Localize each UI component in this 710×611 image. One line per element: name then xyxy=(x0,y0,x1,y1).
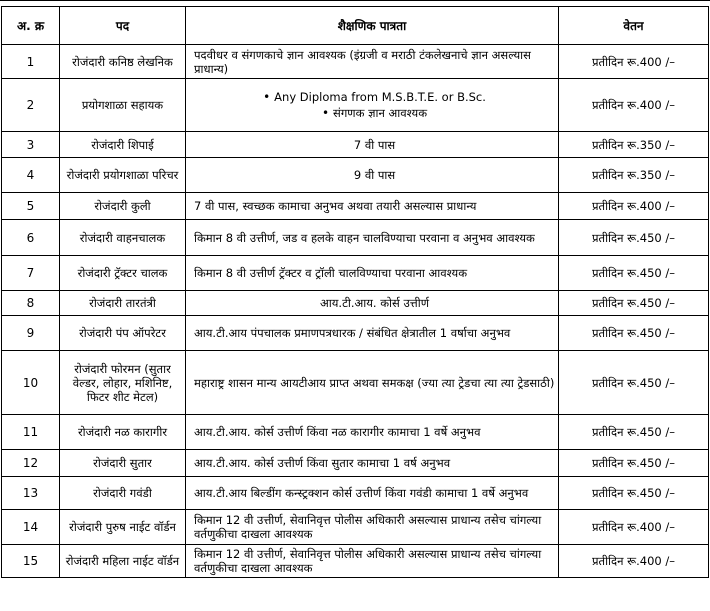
cell-salary: प्रतीदिन रू.450 /– xyxy=(559,220,709,256)
cell-qualification: महाराष्ट्र शासन मान्य आयटीआय प्राप्त अथवा समकक्ष (ज्या त्या ट्रेडचा त्या त्या ट्रेडसाठी) xyxy=(186,351,559,415)
table-row xyxy=(2,158,709,193)
qualification-bullet xyxy=(194,106,555,120)
cell-salary: प्रतीदिन रू.400 /– xyxy=(559,193,709,220)
table-row xyxy=(2,477,709,510)
table-row xyxy=(2,450,709,477)
cell-salary: प्रतीदिन रू.450 /– xyxy=(559,316,709,351)
cell-post: रोजंदारी पुरुष नाईट वॉर्डन xyxy=(60,510,186,545)
cell-salary: प्रतीदिन रू.400 /– xyxy=(559,510,709,545)
cell-qualification xyxy=(186,79,559,132)
cell-salary: प्रतीदिन रू.450 /– xyxy=(559,256,709,291)
cell-salary: प्रतीदिन रू.400 /– xyxy=(559,545,709,578)
table-row xyxy=(2,316,709,351)
table-body xyxy=(2,45,709,578)
bullet-text: Any Diploma from M.S.B.T.E. or B.Sc. xyxy=(274,90,486,104)
cell-salary: प्रतीदिन रू.450 /– xyxy=(559,351,709,415)
table-row xyxy=(2,291,709,316)
cell-post: रोजंदारी तारतंत्री xyxy=(60,291,186,316)
header-post: पद xyxy=(60,7,186,45)
cell-sr-no: 10 xyxy=(2,351,60,415)
cell-sr-no: 6 xyxy=(2,220,60,256)
bullet-icon: • xyxy=(321,106,330,120)
cell-salary: प्रतीदिन रू.400 /– xyxy=(559,45,709,79)
cell-qualification: किमान 8 वी उत्तीर्ण ट्रॅक्टर व ट्रॉली चालविण्याचा परवाना आवश्यक xyxy=(186,256,559,291)
cell-salary: प्रतीदिन रू.450 /– xyxy=(559,450,709,477)
cell-qualification: किमान 12 वी उत्तीर्ण, सेवानिवृत्त पोलीस अधिकारी असल्यास प्राधान्य तसेच चांगल्या वर्तणुकीचा दाखला आवश्यक xyxy=(186,510,559,545)
cell-post: रोजंदारी सुतार xyxy=(60,450,186,477)
cell-sr-no: 1 xyxy=(2,45,60,79)
cell-sr-no: 9 xyxy=(2,316,60,351)
table-row xyxy=(2,193,709,220)
bullet-icon: • xyxy=(263,90,271,104)
cell-qualification: पदवीधर व संगणकाचे ज्ञान आवश्यक (इंग्रजी व मराठी टंकलेखनाचे ज्ञान असल्यास प्राधान्य) xyxy=(186,45,559,79)
table-header-row xyxy=(2,7,709,45)
cell-post: रोजंदारी वाहनचालक xyxy=(60,220,186,256)
recruitment-table xyxy=(1,6,709,578)
cell-salary: प्रतीदिन रू.350 /– xyxy=(559,158,709,193)
cell-sr-no: 13 xyxy=(2,477,60,510)
cell-qualification: 9 वी पास xyxy=(186,158,559,193)
cell-qualification: आय.टी.आय बिल्डींग कन्स्ट्रक्शन कोर्स उत्तीर्ण किंवा गवंडी कामाचा 1 वर्षे अनुभव xyxy=(186,477,559,510)
cell-post: रोजंदारी प्रयोगशाळा परिचर xyxy=(60,158,186,193)
table-row xyxy=(2,415,709,450)
table-row xyxy=(2,510,709,545)
table-row xyxy=(2,256,709,291)
cell-sr-no: 2 xyxy=(2,79,60,132)
cell-post: रोजंदारी महिला नाईट वॉर्डन xyxy=(60,545,186,578)
table-row xyxy=(2,132,709,158)
cell-sr-no: 11 xyxy=(2,415,60,450)
cell-qualification: आय.टी.आय पंपचालक प्रमाणपत्रधारक / संबंधित क्षेत्रातील 1 वर्षाचा अनुभव xyxy=(186,316,559,351)
cell-post: रोजंदारी ट्रॅक्टर चालक xyxy=(60,256,186,291)
cell-post: रोजंदारी फोरमन (सुतार वेल्डर, लोहार, मशिनिष्ट, फिटर शीट मेटल) xyxy=(60,351,186,415)
cell-post: रोजंदारी कुली xyxy=(60,193,186,220)
cell-post: रोजंदारी गवंडी xyxy=(60,477,186,510)
cell-qualification: आय.टी.आय. कोर्स उत्तीर्ण किंवा नळ कारागीर कामाचा 1 वर्षे अनुभव xyxy=(186,415,559,450)
header-salary: वेतन xyxy=(559,7,709,45)
cell-qualification: आय.टी.आय. कोर्स उत्तीर्ण xyxy=(186,291,559,316)
qualification-bullet xyxy=(194,90,555,104)
cell-salary: प्रतीदिन रू.400 /– xyxy=(559,79,709,132)
top-rule xyxy=(0,0,710,1)
cell-salary: प्रतीदिन रू.450 /– xyxy=(559,415,709,450)
cell-qualification: किमान 12 वी उत्तीर्ण, सेवानिवृत्त पोलीस अधिकारी असल्यास प्राधान्य तसेच चांगल्या वर्तणुकीचा दाखला आवश्यक xyxy=(186,545,559,578)
cell-qualification: किमान 8 वी उत्तीर्ण, जड व हलके वाहन चालविण्याचा परवाना व अनुभव आवश्यक xyxy=(186,220,559,256)
cell-sr-no: 15 xyxy=(2,545,60,578)
table-row xyxy=(2,545,709,578)
table-row xyxy=(2,220,709,256)
table-row xyxy=(2,79,709,132)
header-qualification: शैक्षणिक पात्रता xyxy=(186,7,559,45)
cell-post: रोजंदारी नळ कारागीर xyxy=(60,415,186,450)
cell-salary: प्रतीदिन रू.450 /– xyxy=(559,291,709,316)
cell-salary: प्रतीदिन रू.350 /– xyxy=(559,132,709,158)
cell-qualification: आय.टी.आय. कोर्स उत्तीर्ण किंवा सुतार कामाचा 1 वर्ष अनुभव xyxy=(186,450,559,477)
cell-post: रोजंदारी शिपाई xyxy=(60,132,186,158)
cell-sr-no: 5 xyxy=(2,193,60,220)
bullet-text: संगणक ज्ञान आवश्यक xyxy=(333,106,428,120)
cell-sr-no: 14 xyxy=(2,510,60,545)
cell-sr-no: 12 xyxy=(2,450,60,477)
cell-sr-no: 7 xyxy=(2,256,60,291)
cell-post: रोजंदारी कनिष्ठ लेखनिक xyxy=(60,45,186,79)
cell-sr-no: 3 xyxy=(2,132,60,158)
cell-qualification: 7 वी पास, स्वच्छक कामाचा अनुभव अथवा तयारी असल्यास प्राधान्य xyxy=(186,193,559,220)
cell-qualification: 7 वी पास xyxy=(186,132,559,158)
table-row xyxy=(2,45,709,79)
table-row xyxy=(2,351,709,415)
cell-post: रोजंदारी पंप ऑपरेटर xyxy=(60,316,186,351)
header-sr-no: अ. क्र xyxy=(2,7,60,45)
cell-sr-no: 8 xyxy=(2,291,60,316)
cell-salary: प्रतीदिन रू.450 /– xyxy=(559,477,709,510)
cell-post: प्रयोगशाळा सहायक xyxy=(60,79,186,132)
cell-sr-no: 4 xyxy=(2,158,60,193)
